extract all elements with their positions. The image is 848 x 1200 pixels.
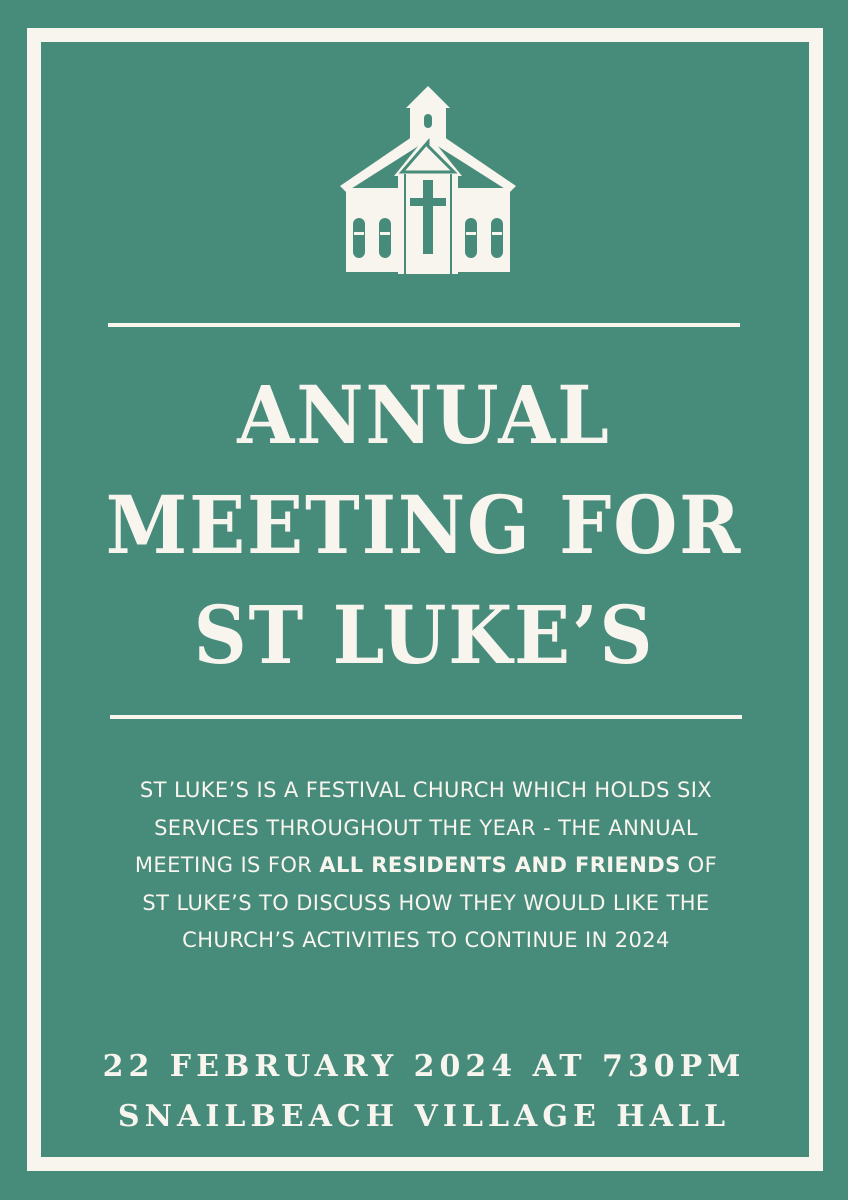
description-line: ST LUKE’S IS A FESTIVAL CHURCH WHICH HOLDS SIX [139,778,713,802]
description-line [70,847,782,885]
description-line: CHURCH’S ACTIVITIES TO CONTINUE IN 2024 [182,928,670,952]
top-divider [108,323,740,327]
title-line: ANNUAL [237,368,611,462]
description-line: SERVICES THROUGHOUT THE YEAR - THE ANNUAL [154,815,698,840]
title-line: ST LUKE’S [193,588,655,682]
event-datetime: 22 FEBRUARY 2024 AT 730PM [102,1049,746,1084]
bottom-divider [110,715,742,719]
description-text: OF [680,853,718,877]
description-emphasis: ALL RESIDENTS AND FRIENDS [319,853,681,877]
description-text: MEETING IS FOR [134,853,320,877]
title-line: MEETING FOR [105,478,743,572]
poster-title [89,360,759,690]
event-venue: SNAILBEACH VILLAGE HALL [117,1099,731,1134]
church-icon [338,86,518,276]
event-details [60,1042,788,1142]
description-line: ST LUKE’S TO DISCUSS HOW THEY WOULD LIKE THE [142,890,710,915]
description [70,772,782,960]
